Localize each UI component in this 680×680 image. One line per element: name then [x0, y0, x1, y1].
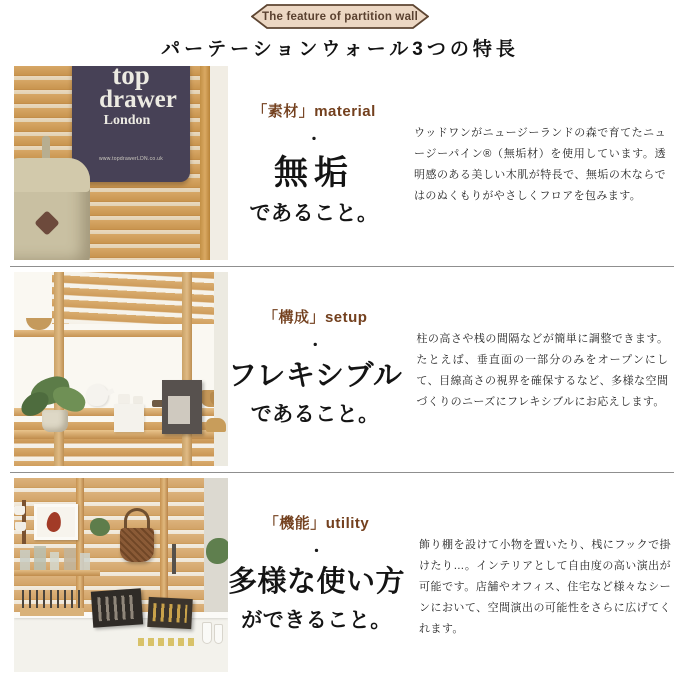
pen-display [22, 590, 82, 608]
feature-label: 「素材」material [252, 103, 376, 120]
pen-display-rack [20, 608, 84, 616]
upper-slats [52, 272, 228, 324]
wood-post [200, 66, 210, 260]
small-gold-items [138, 638, 198, 646]
page-title: パーテーションウォール3つの特長 [161, 39, 519, 60]
feature-description: 飾り棚を設けて小物を置いたり、桟にフックで掛けたり…。インテリアとして自由度の高い演出が可能です。店舗やオフィス、住宅など様々なシーンにおいて、空間演出の可能性をさらに広げてくれます。 [419, 539, 672, 635]
white-box [114, 404, 144, 432]
glass-bottle [50, 552, 59, 570]
glass-bottle [20, 550, 30, 570]
feature-ribbon-badge [251, 4, 429, 29]
tote-text-line3: London [103, 113, 151, 128]
feature-summary-utility [228, 478, 405, 672]
feature-description: 柱の高さや桟の間隔などが簡単に調整できます。たとえば、垂直面の一部分のみをオープンにして、目線高さの視界を確保するなど、多様な空間づくりのニーズにフレキシブルにお応えします。 [416, 333, 669, 408]
book-cover-photo [168, 396, 190, 424]
ribbon-label: The feature of partition wall [262, 10, 418, 23]
feature-description-col [400, 66, 666, 260]
wall-background [210, 66, 228, 260]
feature-description: ウッドワンがニュージーランドの森で育てたニュージーパイン®（無垢材）を使用しています。透明感のある美しい木肌が特長で、無垢の木ならではのぬくもりがやさしくフロアを包みます。 [414, 127, 666, 202]
feature-description-col [405, 478, 671, 672]
drinking-glass [202, 622, 212, 644]
feature-headline: 多様な使い方 [228, 566, 406, 598]
photo-setup [14, 272, 228, 466]
section-material [14, 66, 666, 260]
photo-utility [14, 478, 228, 672]
wood-post [54, 272, 64, 466]
tote-url-text: www.topdrawerLDN.co.uk [98, 156, 164, 162]
photo-material [14, 66, 228, 260]
header [0, 4, 680, 29]
tray-items [153, 603, 188, 623]
feature-headline-suffix: であること。 [249, 202, 379, 226]
feature-headline: フレキシブル [228, 360, 403, 392]
feature-headline-suffix: であること。 [250, 402, 380, 426]
bullet-dot: ・ [306, 131, 322, 148]
wall-background [214, 272, 228, 466]
upper-shelf [14, 330, 190, 337]
section-setup [14, 272, 669, 466]
feature-label: 「機能」utility [263, 515, 370, 532]
feature-summary-setup [228, 272, 402, 466]
feature-summary-material [228, 66, 400, 260]
tote-bag [72, 66, 190, 182]
feature-headline-suffix: ができること。 [241, 608, 392, 632]
feature-label: 「構成」setup [262, 309, 368, 326]
bottle-shelf [14, 570, 100, 576]
section-divider [10, 266, 674, 267]
section-divider [10, 472, 674, 473]
glass-bottle [34, 546, 46, 570]
tote-text-line1: top [112, 66, 150, 90]
background-plant [206, 538, 228, 564]
tray-items [97, 595, 137, 622]
glass-bottle [64, 548, 76, 570]
bullet-dot: ・ [307, 337, 323, 354]
feature-description-col [402, 272, 668, 466]
drinking-glass [214, 624, 223, 644]
wood-post [182, 272, 192, 466]
hanging-basket [120, 528, 154, 562]
mug [14, 506, 25, 515]
wooden-horse-figurine [206, 418, 226, 432]
shelf-plant [90, 518, 110, 536]
plant-pot [42, 410, 68, 432]
feature-headline: 無垢 [274, 154, 354, 192]
glass-bottle [80, 553, 90, 570]
section-utility [14, 478, 672, 672]
metal-hook [172, 544, 176, 574]
mug [15, 522, 26, 531]
backpack-lid [14, 158, 90, 192]
bullet-dot: ・ [309, 543, 325, 560]
tote-text-line2: drawer [99, 86, 177, 113]
